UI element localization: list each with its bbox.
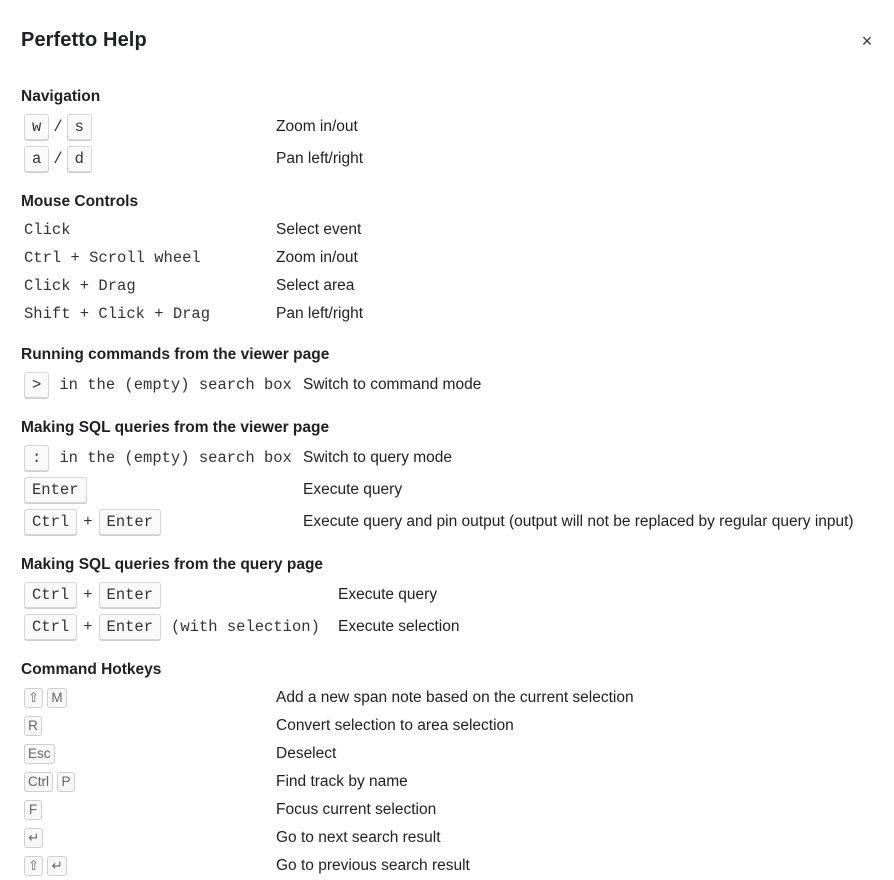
shortcut-row — [24, 444, 884, 472]
key-separator: / — [53, 150, 63, 168]
shortcut-row — [24, 684, 884, 712]
shortcut-row — [24, 145, 884, 173]
key-shift-icon: ⇧ — [24, 856, 43, 876]
section-title-mouse-controls: Mouse Controls — [21, 193, 139, 210]
section-title-sql-query-page: Making SQL queries from the query page — [21, 556, 324, 573]
key-context-text: (with selection) — [171, 618, 320, 636]
key-s: s — [67, 114, 92, 140]
key-ctrl: Ctrl — [24, 509, 77, 535]
shortcut-description: Switch to command mode — [303, 376, 482, 393]
key-separator: + — [83, 513, 93, 531]
shortcut-row — [24, 244, 884, 272]
shortcut-row — [24, 371, 884, 399]
shortcut-description: Execute query — [303, 481, 403, 498]
key-enter: Enter — [99, 509, 162, 535]
shortcut-description: Focus current selection — [276, 801, 437, 818]
shortcut-description: Pan left/right — [276, 305, 364, 322]
mouse-action: Click + Drag — [24, 277, 136, 295]
key-p: P — [57, 772, 75, 792]
shortcut-description: Select event — [276, 221, 362, 238]
section-title-command-hotkeys: Command Hotkeys — [21, 661, 162, 678]
close-icon[interactable]: × — [861, 31, 873, 51]
key-greater-than: > — [24, 372, 49, 398]
mouse-action: Ctrl + Scroll wheel — [24, 249, 201, 267]
shortcut-description: Execute selection — [338, 618, 460, 635]
shortcut-row — [24, 216, 884, 244]
shortcut-description: Deselect — [276, 745, 337, 762]
shortcut-row — [24, 476, 884, 504]
key-ctrl: Ctrl — [24, 582, 77, 608]
shortcut-row — [24, 852, 884, 880]
key-esc: Esc — [24, 744, 55, 764]
mouse-action: Click — [24, 221, 71, 239]
key-a: a — [24, 146, 49, 172]
section-title-sql-viewer: Making SQL queries from the viewer page — [21, 419, 330, 436]
shortcut-row — [24, 740, 884, 768]
key-w: w — [24, 114, 49, 140]
section-title-navigation: Navigation — [21, 88, 101, 105]
shortcut-row — [24, 272, 884, 300]
shortcut-row — [24, 113, 884, 141]
key-d: d — [67, 146, 92, 172]
key-colon: : — [24, 445, 49, 471]
shortcut-description: Execute query and pin output (output will not be replaced by regular query input) — [303, 513, 854, 530]
shortcut-description: Find track by name — [276, 773, 408, 790]
shortcut-row — [24, 613, 884, 641]
shortcut-description: Add a new span note based on the current selection — [276, 689, 634, 706]
key-enter: Enter — [99, 582, 162, 608]
shortcut-description: Execute query — [338, 586, 438, 603]
key-separator: + — [83, 618, 93, 636]
key-shift-icon: ⇧ — [24, 688, 43, 708]
key-enter-icon: ↵ — [47, 856, 66, 876]
shortcut-description: Zoom in/out — [276, 249, 358, 266]
shortcut-description: Select area — [276, 277, 355, 294]
key-r: R — [24, 716, 42, 736]
shortcut-description: Go to next search result — [276, 829, 441, 846]
shortcut-row — [24, 712, 884, 740]
key-separator: + — [83, 586, 93, 604]
key-f: F — [24, 800, 42, 820]
shortcut-description: Go to previous search result — [276, 857, 470, 874]
dialog-title: Perfetto Help — [21, 29, 147, 51]
key-enter: Enter — [24, 477, 87, 503]
section-title-running-commands: Running commands from the viewer page — [21, 346, 330, 363]
shortcut-description: Convert selection to area selection — [276, 717, 514, 734]
shortcut-row — [24, 796, 884, 824]
shortcut-row — [24, 768, 884, 796]
key-enter: Enter — [99, 614, 162, 640]
shortcut-description: Pan left/right — [276, 150, 364, 167]
key-ctrl: Ctrl — [24, 614, 77, 640]
mouse-action: Shift + Click + Drag — [24, 305, 211, 323]
key-enter-icon: ↵ — [24, 828, 43, 848]
shortcut-description: Switch to query mode — [303, 449, 453, 466]
key-ctrl: Ctrl — [24, 772, 53, 792]
key-separator: / — [53, 118, 63, 136]
shortcut-row — [24, 824, 884, 852]
shortcut-description: Zoom in/out — [276, 118, 358, 135]
shortcut-row — [24, 300, 884, 328]
shortcut-row — [24, 581, 884, 609]
key-m: M — [47, 688, 66, 708]
key-context-text: in the (empty) search box — [59, 449, 292, 467]
key-context-text: in the (empty) search box — [59, 376, 292, 394]
shortcut-row — [24, 508, 884, 536]
